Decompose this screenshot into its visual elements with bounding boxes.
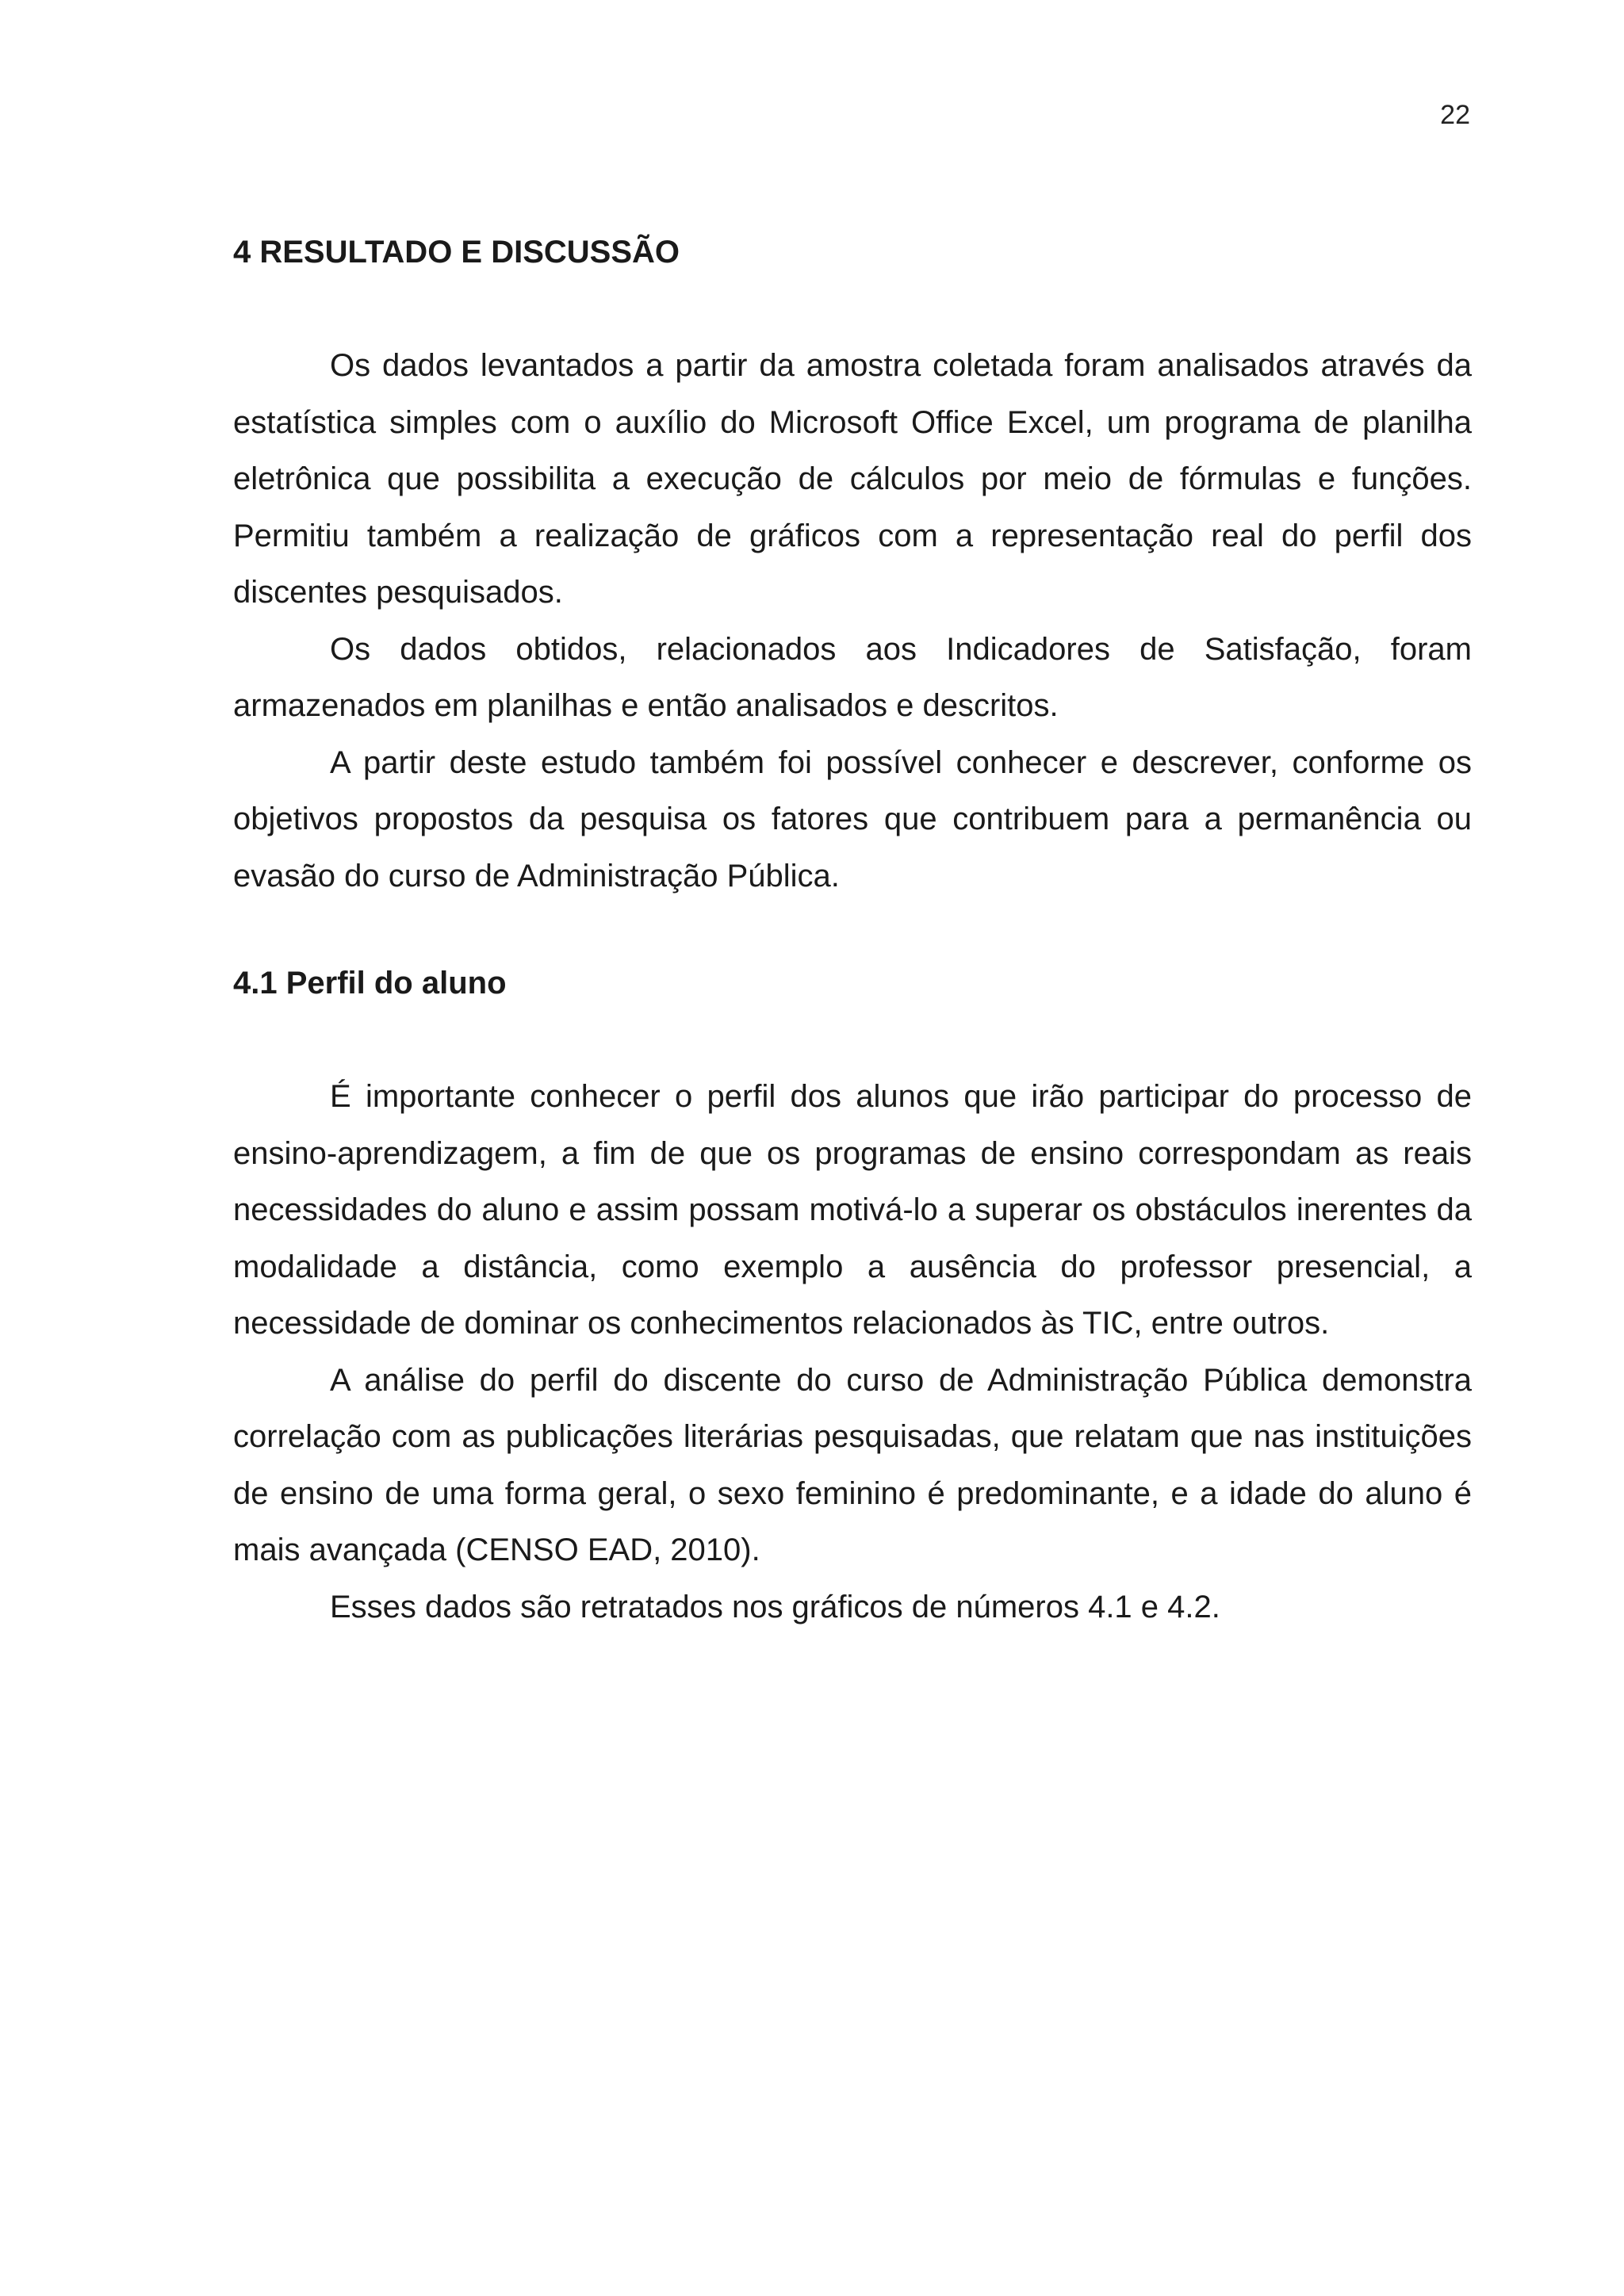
paragraph-indicators: Os dados obtidos, relacionados aos Indicadores de Satisfação, foram armazenados em planilhas e então analisados e descritos. <box>233 631 1472 723</box>
spacer <box>233 274 1472 338</box>
paragraph-profile-analysis: A análise do perfil do discente do curso de Administração Pública demonstra correlação com as publicações literárias pesquisadas, que relatam que nas instituições de ensino de uma forma geral, o sexo feminino é predominante, e a idade do aluno é mais avançada (CENSO EAD, 2010). <box>233 1362 1472 1567</box>
spacer <box>233 1005 1472 1069</box>
paragraph-objectives: A partir deste estudo também foi possível conhecer e descrever, conforme os objetivos propostos da pesquisa os fatores que contribuem para a permanência ou evasão do curso de Administração Pública. <box>233 744 1472 894</box>
paragraph-student-profile: É importante conhecer o perfil dos alunos que irão participar do processo de ensino-aprendizagem, a fim de que os programas de ensino correspondam as reais necessidades do aluno e assim possam motivá-lo a superar os obstáculos inerentes da modalidade a distância, como exemplo a ausência do professor presencial, a necessidade de dominar os conhecimentos relacionados às TIC, entre outros. <box>233 1079 1472 1341</box>
chapter-title: 4 RESULTADO E DISCUSSÃO <box>233 235 680 270</box>
spacer <box>233 905 1472 961</box>
page-number: 22 <box>1440 100 1470 130</box>
document-body <box>233 230 1472 1636</box>
paragraph-charts-reference: Esses dados são retratados nos gráficos de números 4.1 e 4.2. <box>330 1589 1220 1624</box>
paragraph-methodology: Os dados levantados a partir da amostra coletada foram analisados através da estatística simples com o auxílio do Microsoft Office Excel, um programa de planilha eletrônica que possibilita a execução de cálculos por meio de fórmulas e funções. Permitiu também a realização de gráficos com a representação real do perfil dos discentes pesquisados. <box>233 348 1472 610</box>
section-title: 4.1 Perfil do aluno <box>233 966 507 1001</box>
